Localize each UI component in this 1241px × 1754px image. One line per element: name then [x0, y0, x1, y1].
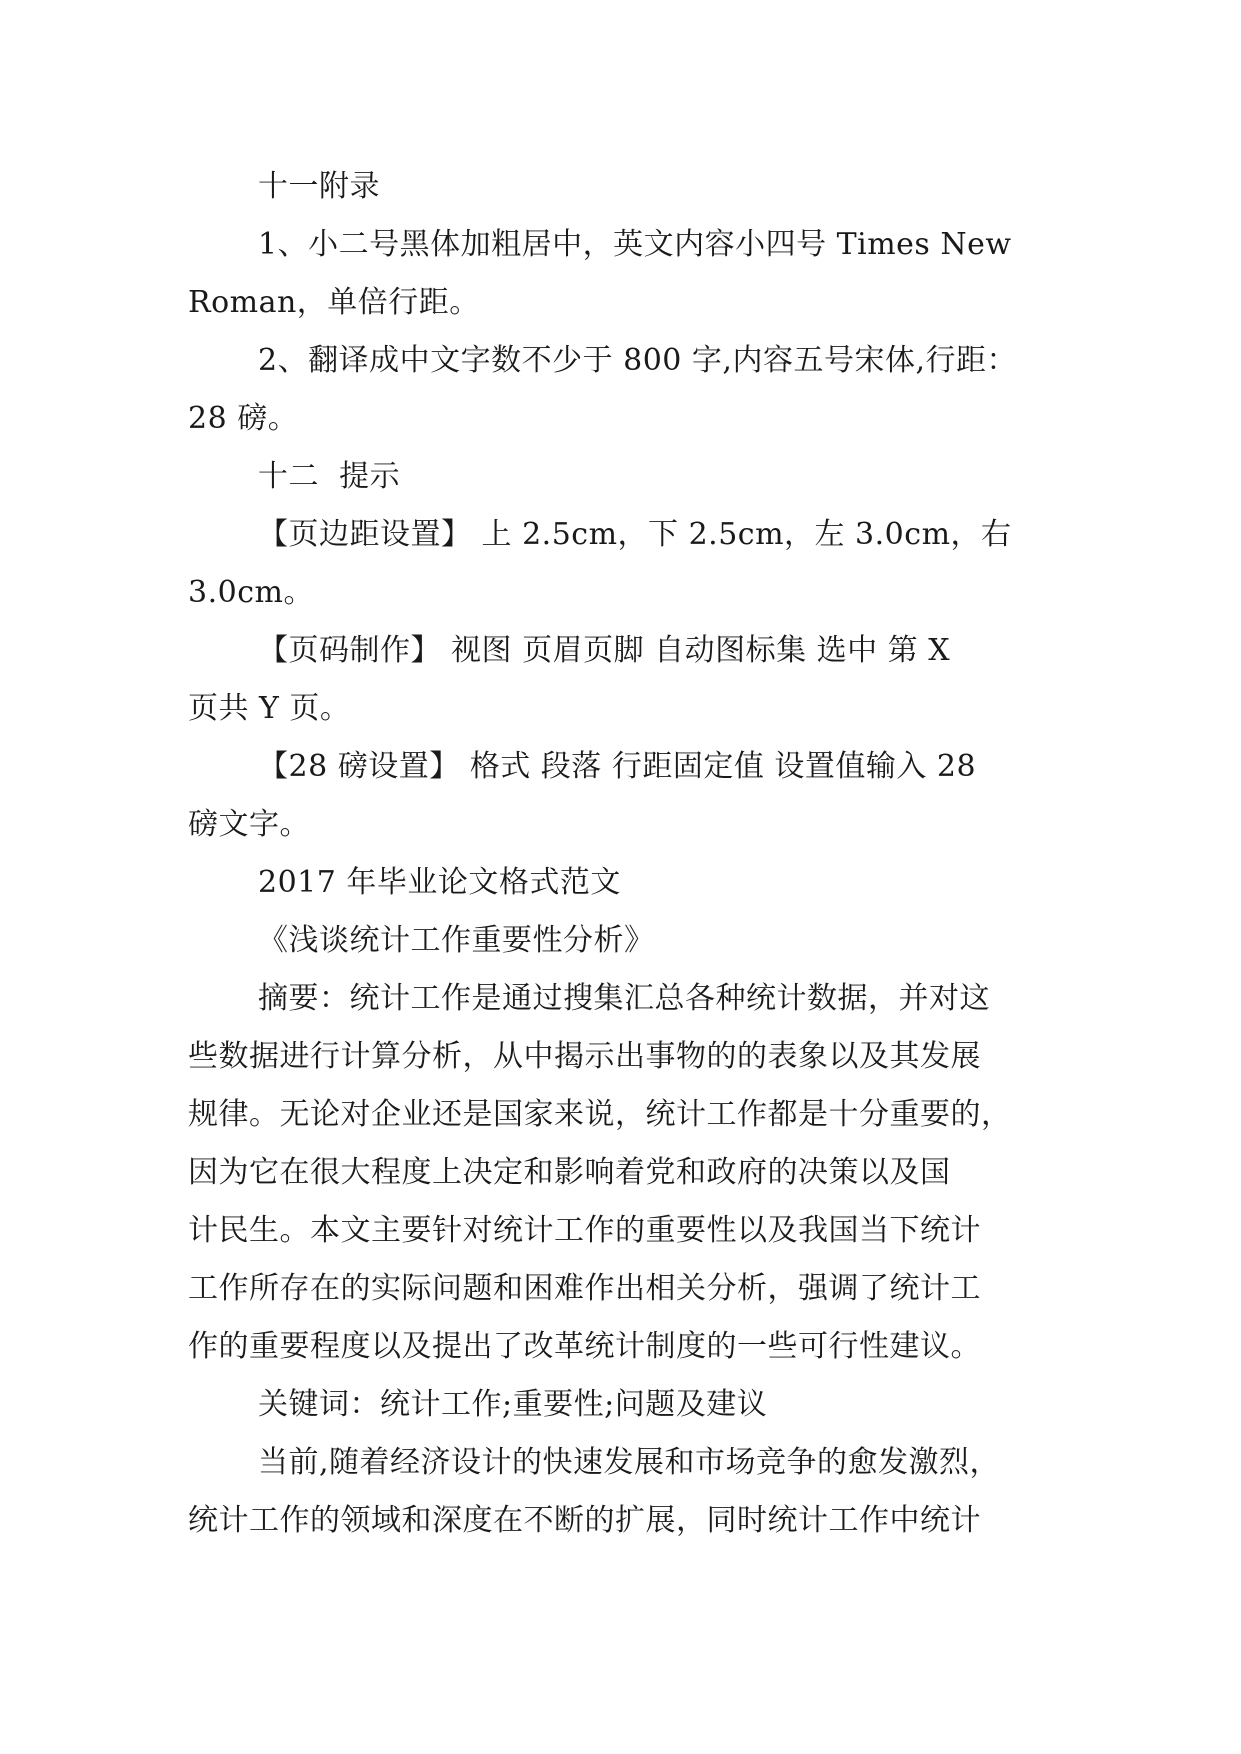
section-heading-appendix: 十一附录 [258, 169, 380, 204]
abstract-line: 作的重要程度以及提出了改革统计制度的一些可行性建议。 [188, 1329, 981, 1364]
body-line: 当前,随着经济设计的快速发展和市场竞争的愈发激烈， [258, 1445, 1001, 1480]
paragraph-line: 页共 Y 页。 [188, 691, 351, 726]
abstract-line: 些数据进行计算分析，从中揭示出事物的的表象以及其发展 [188, 1039, 981, 1074]
paragraph-line: 3.0cm。 [188, 575, 314, 610]
abstract-line: 摘要：统计工作是通过搜集汇总各种统计数据，并对这 [258, 981, 990, 1016]
paragraph-line: Roman，单倍行距。 [188, 285, 480, 320]
document-page [188, 158, 1058, 1550]
body-line: 统计工作的领域和深度在不断的扩展，同时统计工作中统计 [188, 1503, 981, 1538]
essay-heading: 2017 年毕业论文格式范文 [258, 865, 621, 900]
paragraph-line: 【页码制作】 视图 页眉页脚 自动图标集 选中 第 X [258, 633, 951, 668]
paragraph-line: 2、翻译成中文字数不少于 800 字,内容五号宋体,行距： [258, 343, 1017, 378]
paragraph-line: 1、小二号黑体加粗居中，英文内容小四号 Times New [258, 227, 1012, 262]
paragraph-line: 【28 磅设置】 格式 段落 行距固定值 设置值输入 28 [258, 749, 977, 784]
keywords-line: 关键词：统计工作;重要性;问题及建议 [258, 1387, 768, 1422]
abstract-line: 因为它在很大程度上决定和影响着党和政府的决策以及国 [188, 1155, 951, 1190]
paragraph-line: 28 磅。 [188, 401, 299, 436]
abstract-line: 计民生。本文主要针对统计工作的重要性以及我国当下统计 [188, 1213, 981, 1248]
section-heading-tips: 十二 提示 [258, 459, 401, 494]
abstract-line: 工作所存在的实际问题和困难作出相关分析，强调了统计工 [188, 1271, 981, 1306]
paragraph-line: 磅文字。 [188, 807, 310, 842]
paragraph-line: 【页边距设置】 上 2.5cm，下 2.5cm，左 3.0cm，右 [258, 517, 1012, 552]
abstract-line: 规律。无论对企业还是国家来说，统计工作都是十分重要的， [188, 1097, 1012, 1132]
essay-title: 《浅谈统计工作重要性分析》 [258, 923, 655, 958]
